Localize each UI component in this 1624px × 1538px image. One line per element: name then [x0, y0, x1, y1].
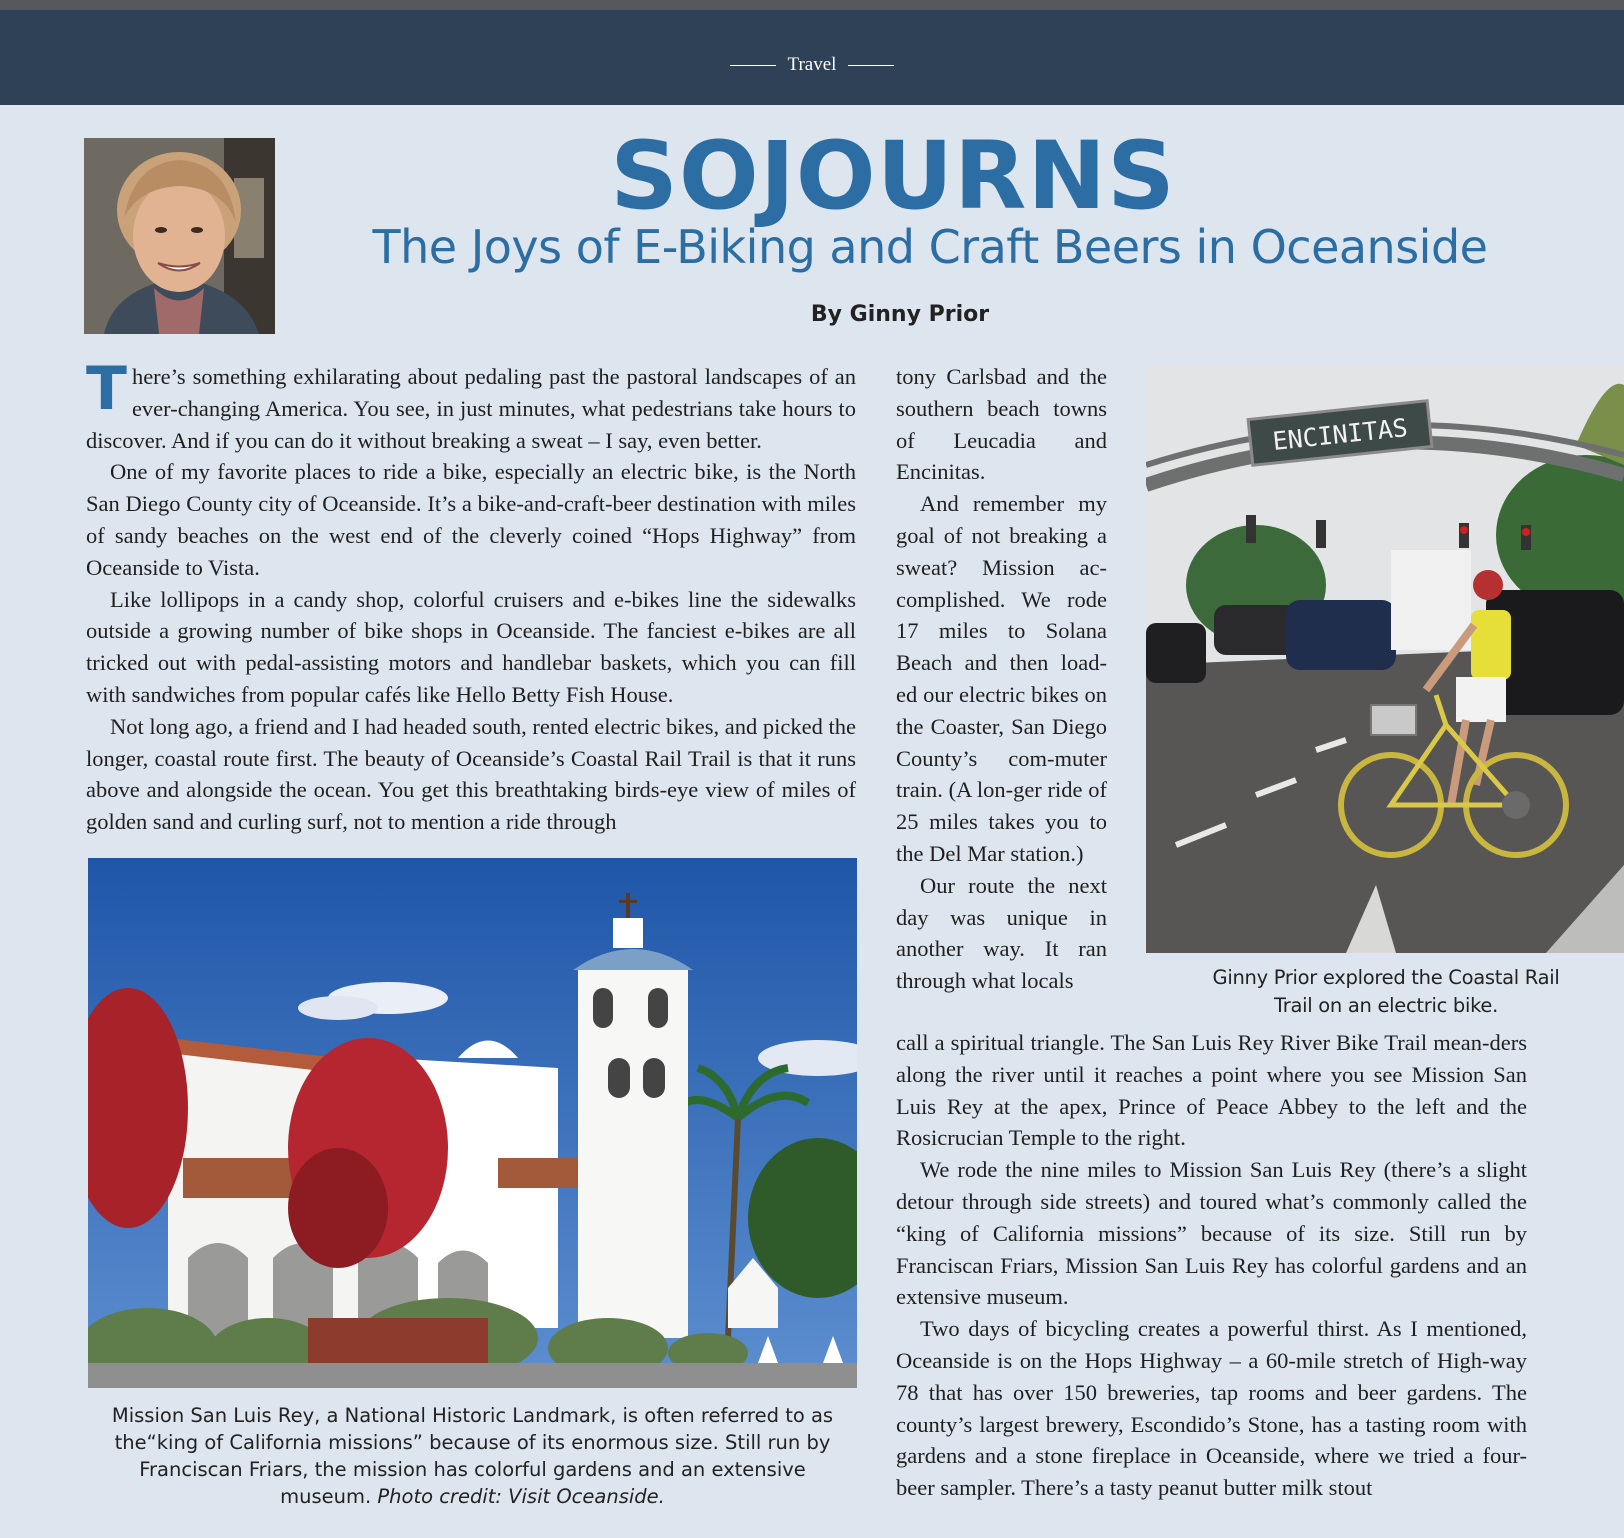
paragraph: tony Carlsbad and the southern beach towns of Leucadia and Encinitas. — [896, 364, 1107, 485]
section-label-text: Travel — [787, 54, 837, 75]
paragraph: Our route the next day was unique in another way. It ran through what locals — [896, 872, 1107, 994]
paragraph: Two days of bicycling creates a powerful thirst. As I mentioned, Oceanside is on the Hops Highway – a 60-mile stretch of High-way 78 that has over 150 breweries, tap rooms and beer gardens. The county’s largest brewery, Escondido’s Stone, has a tasting room with gardens and a stone fireplace in Oceanside, where we tried a four-beer sampler. There’s a tasty peanut butter milk stout — [896, 1316, 1527, 1501]
mission-caption-text: Mission San Luis Rey, a National Historic Landmark, is often referred to as the“king of California missions” because of its enormous size. Still run by Franciscan Friars, the mission has colorful gardens and an extensive museum. — [111, 1404, 834, 1508]
byline: By Ginny Prior — [810, 302, 990, 327]
paragraph: call a spiritual triangle. The San Luis Rey River Bike Trail mean-ders along the river until it reaches a point where you see Mission San Luis Rey at the apex, Prince of Peace Abbey to the left and the Rosicrucian Temple to the right. — [896, 1030, 1527, 1151]
paragraph: There’s something exhilarating about pedaling past the pastoral landscapes of an ever-changing America. You see, in just minutes, what pedestrians take hours to discover. And if you can do it without breaking a sweat – I say, even better. — [86, 354, 856, 453]
rule-left — [730, 65, 776, 66]
paragraph: Like lollipops in a candy shop, colorful cruisers and e-bikes line the sidewalks outside a growing number of bike shops in Oceanside. The fanciest e-bikes are all tricked out with pedal-assisting motors and handlebar baskets, which you can fill with sandwiches from popular cafés like Hello Betty Fish House. — [86, 586, 856, 707]
drop-cap: T — [86, 354, 127, 424]
photo-credit: Photo credit: Visit Oceanside. — [377, 1485, 665, 1508]
article-subtitle: The Joys of E-Biking and Craft Beers in Oceanside — [372, 220, 1488, 274]
top-edge — [0, 0, 1624, 10]
paragraph: We rode the nine miles to Mission San Luis Rey (there’s a slight detour through side streets) and toured what’s commonly called the “king of California missions” because of its size. Still run by Franciscan Friars, Mission San Luis Rey has colorful gardens and an extensive museum. — [896, 1157, 1527, 1310]
mission-caption — [100, 1402, 845, 1510]
rule-right — [848, 65, 894, 66]
encinitas-sign-text: ENCINITAS — [1271, 412, 1410, 456]
column-left — [86, 354, 856, 838]
paragraph: One of my favorite places to ride a bike, especially an electric bike, is the North San Diego County city of Oceanside. It’s a bike-and-craft-beer destination with miles of sandy beaches on the west end of the cleverly coined “Hops Highway” from Oceanside to Vista. — [86, 459, 856, 580]
paragraph: And remember my goal of not breaking a sweat? Mission ac-complished. We rode 17 miles to Solana Beach and then load-ed our electric bikes on the Coaster, San Diego County’s com-muter train. (A lon-ger ride of 25 miles takes you to the Del Mar station.) — [896, 491, 1107, 866]
mission-photo — [88, 858, 857, 1388]
column-middle — [896, 361, 1107, 997]
article-title: SOJOURNS — [610, 122, 1176, 231]
paragraph: Not long ago, a friend and I had headed south, rented electric bikes, and picked the longer, coastal route first. The beauty of Oceanside’s Coastal Rail Trail is that it runs above and alongside the ocean. You get this breathtaking birds-eye view of miles of golden sand and curling surf, not to mention a ride through — [86, 713, 856, 835]
section-label — [0, 54, 1624, 76]
bike-photo — [1146, 365, 1624, 953]
column-right — [896, 1027, 1527, 1504]
bike-caption: Ginny Prior explored the Coastal Rail Trail on an electric bike. — [1212, 966, 1560, 1017]
